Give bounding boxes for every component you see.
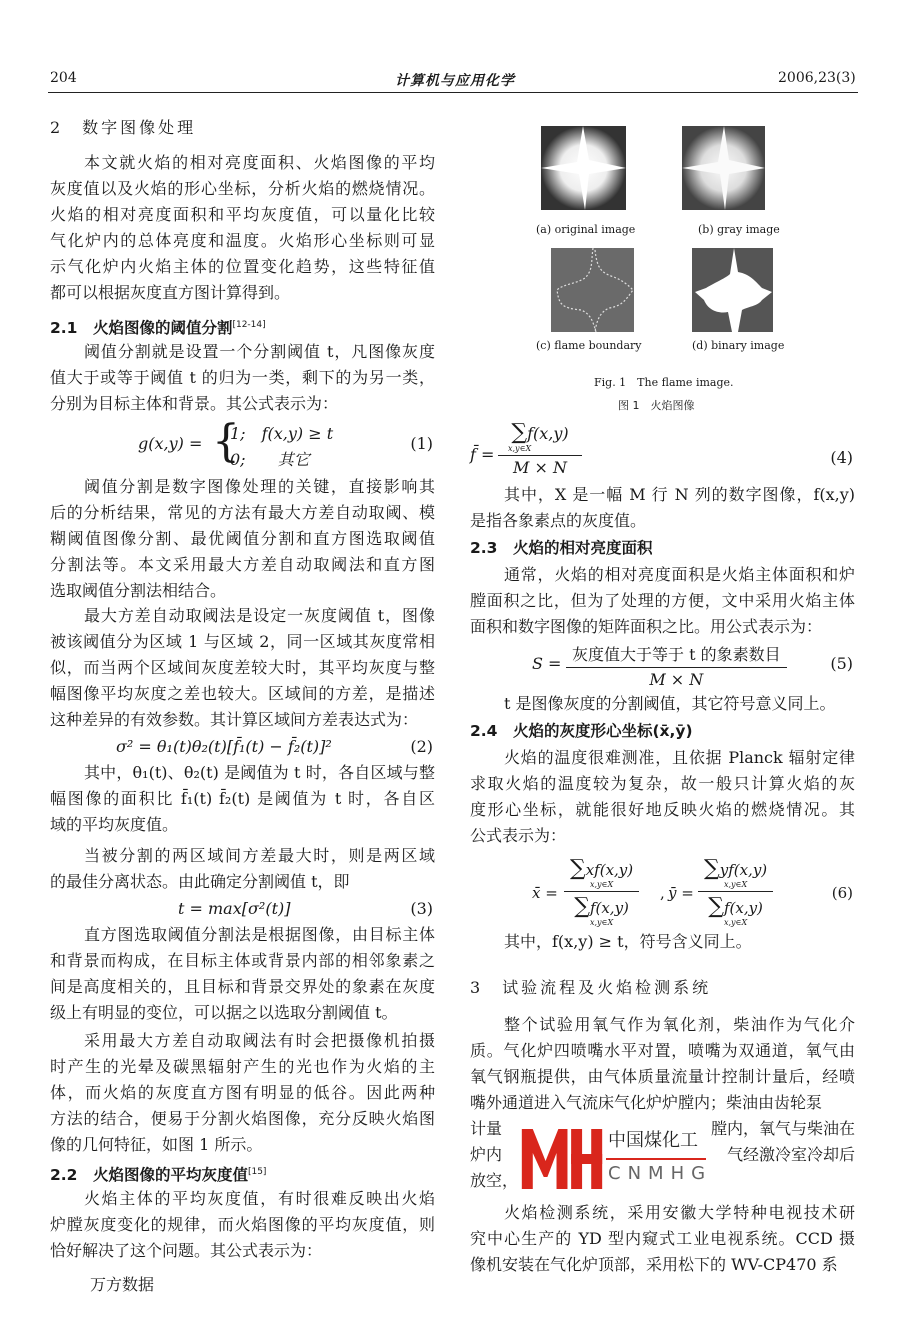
text-line: 分别为目标主体和背景。其公式表示为： [50, 394, 339, 413]
text-line: 通常，火焰的相对亮度面积是火焰主体面积和炉 [504, 565, 855, 584]
eq-lhs: g(x,y) = [138, 434, 203, 453]
eq-body: t = max[σ²(t)] [178, 899, 291, 918]
text-line: 体，而火焰的灰度直方图有明显的低谷。因此两种 [50, 1083, 435, 1102]
text-line: 质。气化炉四喷嘴水平对置，喷嘴为双通道，氧气由 [470, 1041, 855, 1060]
text-line: 糊阈值图像分割、最优阈值分割和直方图选取阈值 [50, 529, 435, 548]
paragraph [470, 1200, 855, 1278]
paragraph [50, 760, 435, 838]
text-line: 恰好解决了这个问题。其公式表示为： [50, 1241, 323, 1260]
sum-subscript: x,y∈X [589, 880, 614, 889]
text-line: 阈值分割是数字图像处理的关键，直接影响其 [84, 477, 435, 496]
text-line: 域的平均灰度值。 [50, 815, 179, 834]
heading-text: 2.1 火焰图像的阈值分割 [50, 319, 233, 338]
text-line: 似，而当两个区域间灰度差较大时，其平均灰度与整 [50, 658, 435, 677]
eq-body: σ² = θ₁(t)θ₂(t)[f̄₁(t) − f̄₂(t)]² [116, 737, 332, 756]
watermark-rule [606, 1158, 706, 1160]
section-2-1-heading [50, 312, 435, 338]
text-line: 究中心生产的 YD 型内窥式工业电视系统。CCD 摄 [470, 1229, 855, 1248]
paragraph [470, 562, 855, 640]
text-line: 整个试验用氧气作为氧化剂，柴油作为气化介 [504, 1015, 855, 1034]
text-line: 炉膛灰度变化的规律，而火焰图像的平均灰度值，则 [50, 1215, 435, 1234]
brace: { [212, 416, 240, 467]
paragraph [470, 482, 855, 534]
eq-denominator: M × N [649, 670, 704, 689]
caption-d: (d) binary image [692, 339, 785, 352]
text-line: 被该阈值分为区域 1 与区域 2，同一区域其灰度常相 [50, 632, 435, 651]
text-line: 示气化炉内火焰主体的位置变化趋势，这些特征值 [50, 257, 435, 276]
text-line: 火焰的温度很难测准，且依据 Planck 辐射定律 [504, 748, 855, 767]
eq-separator: , [660, 884, 665, 902]
text-line: 其中，f(x,y) ≥ t，符号含义同上。 [504, 932, 752, 951]
eq-numerator: 灰度值大于等于 t 的象素数目 [566, 642, 787, 668]
equation-1 [50, 416, 435, 472]
heading-text: 2.2 火焰图像的平均灰度值 [50, 1166, 248, 1185]
cnmhg-wordmark [606, 1128, 713, 1192]
text-line: t 是图像灰度的分割阈值，其它符号意义同上。 [504, 694, 836, 713]
text-line: 阈值分割就是设置一个分割阈值 t，凡图像灰度 [84, 342, 435, 361]
footer-watermark: 万方数据 [90, 1275, 155, 1294]
text-line: 本文就火焰的相对亮度面积、火焰图像的平均 [84, 153, 435, 172]
text-line: 当被分割的两区域间方差最大时，则是两区域 [84, 846, 435, 865]
eq-number: (6) [831, 884, 853, 902]
text-line: 是指各象素点的灰度值。 [470, 511, 647, 530]
text-line: 分割法等。本文采用最大方差自动取阈法和直方图 [50, 555, 435, 574]
eq-number: (1) [410, 434, 433, 453]
text-line: 火焰主体的平均灰度值，有时很难反映出火焰 [84, 1189, 435, 1208]
text-line: 幅图像的面积比 f̄₁(t) f̄₂(t) 是阈值为 t 时，各自区 [50, 789, 435, 808]
text-line: 间是高度相关的，且目标和背景交界处的象素在灰度 [50, 977, 435, 996]
text-line: 后的分析结果，常见的方法有最大方差自动取阈、模 [50, 503, 435, 522]
text-line: 面积和数字图像的矩阵面积之比。用公式表示为： [470, 617, 823, 636]
text-line: 公式表示为： [470, 826, 567, 845]
text-line: 都可以根据灰度直方图计算得到。 [50, 283, 291, 302]
equation-6: x̄ = ∑xf(x,y) x,y∈X ∑f(x,y) x,y∈X , ȳ = ∑yf(x,y) x,y∈X ∑f(x,y) x,y∈X (6) [532, 856, 853, 927]
eq-number: (5) [830, 654, 853, 673]
section-2-heading: 2 数字图像处理 [50, 118, 197, 137]
text-line: 气化炉内的总体亮度和温度。火焰形心坐标则可显 [50, 231, 435, 250]
text-line: 选取阈值分割法相结合。 [50, 581, 227, 600]
eq-lhs-x: x̄ = [532, 884, 558, 902]
text-line: 采用最大方差自动取阈法有时会把摄像机拍摄 [84, 1031, 435, 1050]
paragraph [50, 603, 435, 733]
equation-5 [470, 642, 855, 688]
text-line: 火焰的相对亮度面积和平均灰度值，可以量化比较 [50, 205, 435, 224]
caption-c: (c) flame boundary [536, 339, 642, 352]
eq-denominator-x: f(x,y) [589, 899, 629, 917]
paragraph [50, 1186, 435, 1264]
text-line: 这种差异的有效参数。其计算区域间方差表达式为： [50, 710, 419, 729]
figure-caption-en: Fig. 1 The flame image. [594, 376, 734, 389]
eq-number: (2) [410, 737, 433, 756]
paragraph [50, 922, 435, 1026]
text-line: 的最佳分离状态。由此确定分割阈值 t，即 [50, 872, 350, 891]
paragraph [470, 691, 855, 717]
watermark-en: CNMHG [608, 1163, 713, 1184]
text-fragment: 气经激冷室冷却后 [726, 1145, 855, 1164]
equation-3 [50, 896, 435, 922]
eq-case-2: 0; 其它 [230, 450, 310, 469]
paragraph [470, 1012, 855, 1116]
equation-4 [470, 420, 855, 480]
text-line: 时产生的光晕及碳黑辐射产生的光也作为火焰的主 [50, 1057, 435, 1076]
eq-case-1: 1; f(x,y) ≥ t [230, 424, 334, 443]
text-line: 级上有明显的变位，可以据之以选取分割阈值 t。 [50, 1003, 398, 1022]
paragraph [50, 843, 435, 895]
text-line: 求取火焰的温度较为复杂，故一般只计算火焰的灰 [470, 774, 855, 793]
watermark-cn: 中国煤化工 [608, 1130, 698, 1151]
text-fragment: 炉内 [470, 1145, 503, 1164]
issue-info: 2006,23(3) [778, 70, 856, 86]
eq-numerator: f(x,y) [527, 424, 569, 443]
paragraph [50, 339, 435, 417]
sum-subscript: x,y∈X [723, 880, 748, 889]
left-column [50, 0, 435, 1320]
eq-lhs-y: ȳ = [668, 884, 694, 902]
page-number: 204 [50, 70, 77, 86]
paragraph [50, 1028, 435, 1158]
text-line: 值大于或等于阈值 t 的归为一类，剩下的为另一类， [50, 368, 435, 387]
eq-number: (4) [830, 448, 853, 467]
section-2-3-heading: 2.3 火焰的相对亮度面积 [470, 539, 653, 557]
text-line: 氧气钢瓶提供，由气体质量流量计控制计量后，经喷 [470, 1067, 855, 1086]
text-line: 像的几何特征，如图 1 所示。 [50, 1135, 263, 1154]
text-fragment: 计量 [470, 1119, 503, 1138]
text-line: 和背景而构成，在目标主体或背景内部的相邻象素之 [50, 951, 435, 970]
section-3-heading: 3 试验流程及火焰检测系统 [470, 978, 712, 997]
caption-b: (b) gray image [698, 223, 780, 236]
section-2-4-heading: 2.4 火焰的灰度形心坐标(x̄,ȳ) [470, 722, 693, 740]
sum-subscript: x,y∈X [508, 444, 532, 453]
text-line: 嘴外通道进入气流床气化炉炉膛内；柴油由齿轮泵 [470, 1093, 823, 1112]
eq-lhs: f̄ = [470, 445, 495, 464]
sum-symbol: ∑ [511, 420, 528, 445]
sum-subscript: x,y∈X [589, 918, 614, 927]
eq-denominator: M × N [513, 458, 567, 477]
text-line: 方法的结合，便易于分割火焰图像，充分反映火焰图 [50, 1109, 435, 1128]
text-line: 最大方差自动取阈法是设定一灰度阈值 t，图像 [84, 606, 435, 625]
text-line: 幅图像平均灰度之差也较大。区域间的方差，是描述 [50, 684, 435, 703]
text-line: 像机安装在气化炉顶部，采用松下的 WV-CP470 系 [470, 1255, 838, 1274]
eq-numerator-x: xf(x,y) [585, 861, 634, 879]
paragraph [470, 745, 855, 849]
eq-number: (3) [410, 899, 433, 918]
eq-denominator-y: f(x,y) [723, 899, 763, 917]
citation: [12-14] [232, 320, 266, 330]
right-column [470, 0, 855, 1320]
text-line: 其中，θ₁(t)、θ₂(t) 是阈值为 t 时，各自区域与整 [84, 763, 435, 782]
paragraph [470, 929, 855, 955]
journal-title: 计算机与应用化学 [395, 73, 515, 89]
figure-caption-cn: 图 1 火焰图像 [618, 399, 695, 412]
paragraph [50, 150, 435, 306]
text-line: 膛面积之比，但为了处理的方便，文中采用火焰主体 [470, 591, 855, 610]
text-line: 度形心坐标，就能很好地反映火焰的燃烧情况。其 [470, 800, 855, 819]
text-line: 其中，X 是一幅 M 行 N 列的数字图像，f(x,y) [504, 485, 855, 504]
text-fragment: 膛内，氧气与柴油在 [710, 1119, 855, 1138]
text-line: 灰度值以及火焰的形心坐标，分析火焰的燃烧情况。 [50, 179, 435, 198]
caption-a: (a) original image [536, 223, 636, 236]
cnmhg-logo [520, 1127, 604, 1191]
paragraph [50, 474, 435, 604]
text-line: 火焰检测系统，采用安徽大学特种电视技术研 [504, 1203, 855, 1222]
equation-2 [50, 734, 435, 760]
sum-subscript: x,y∈X [723, 918, 748, 927]
mh-logo-icon [520, 1127, 604, 1191]
section-2-2-heading [50, 1159, 435, 1185]
text-line: 直方图选取阈值分割法是根据图像，由目标主体 [84, 925, 435, 944]
eq-lhs: S = [532, 654, 562, 673]
citation: [15] [247, 1167, 267, 1177]
eq-numerator-y: yf(x,y) [719, 861, 768, 879]
text-fragment: 放空， [470, 1171, 519, 1190]
